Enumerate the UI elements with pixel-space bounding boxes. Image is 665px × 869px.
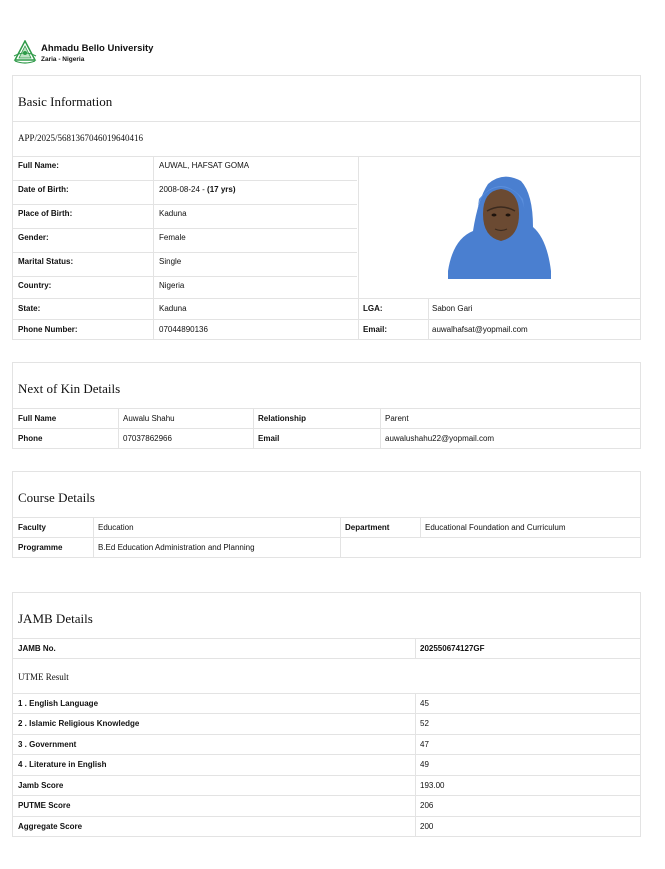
dob-value [159,185,236,195]
dob-age: (17 yrs) [207,185,236,194]
kin-email-value: auwalushahu22@yopmail.com [385,434,495,443]
university-name: Ahmadu Bello University [41,43,154,54]
subject-1-label: 1 . English Language [18,699,99,708]
programme-value: B.Ed Education Administration and Planning [98,543,255,552]
application-number: APP/2025/5681367046019640416 [18,133,144,143]
faculty-value: Education [98,523,134,532]
jamb-details-card [12,592,641,837]
putme-score-value: 206 [420,801,434,810]
basic-info-card [12,75,641,340]
kin-phone-value: 07037862966 [123,434,172,443]
next-of-kin-card [12,362,641,449]
email-value: auwalhafsat@yopmail.com [432,325,528,334]
subject-3-score: 47 [420,740,429,749]
gender-value: Female [159,233,186,242]
subject-1-score: 45 [420,699,429,708]
marital-value: Single [159,257,182,266]
university-location: Zaria - Nigeria [41,56,85,63]
department-value: Educational Foundation and Curriculum [425,523,566,532]
course-details-card [12,471,641,558]
department-label: Department [345,523,390,532]
pob-value: Kaduna [159,209,187,218]
jamb-score-label: Jamb Score [18,781,64,790]
aggregate-score-label: Aggregate Score [18,822,83,831]
kin-phone-label: Phone [18,434,43,443]
aggregate-score-value: 200 [420,822,434,831]
full-name-value: AUWAL, HAFSAT GOMA [159,161,250,170]
kin-relationship-value: Parent [385,414,409,423]
jamb-number-label: JAMB No. [18,644,56,653]
applicant-photo [443,159,556,279]
jamb-score-value: 193.00 [420,781,445,790]
kin-email-label: Email [258,434,280,443]
kin-name-label: Full Name [18,414,57,423]
applicant-portrait-icon [443,159,556,279]
lga-value: Sabon Gari [432,304,473,313]
subject-2-label: 2 . Islamic Religious Knowledge [18,719,140,728]
jamb-details-title: JAMB Details [18,611,93,626]
putme-score-label: PUTME Score [18,801,71,810]
email-label: Email: [363,325,388,334]
faculty-label: Faculty [18,523,47,532]
kin-relationship-label: Relationship [258,414,307,423]
programme-label: Programme [18,543,63,552]
state-value: Kaduna [159,304,187,313]
dob-label: Date of Birth: [18,185,69,194]
subject-3-label: 3 . Government [18,740,77,749]
subject-4-score: 49 [420,760,429,769]
utme-result-title: UTME Result [18,672,69,682]
state-label: State: [18,304,41,313]
kin-name-value: Auwalu Shahu [123,414,175,423]
phone-value: 07044890136 [159,325,208,334]
basic-info-title: Basic Information [18,94,113,109]
subject-4-label: 4 . Literature in English [18,760,107,769]
pob-label: Place of Birth: [18,209,73,218]
country-value: Nigeria [159,281,185,290]
country-label: Country: [18,281,52,290]
jamb-number-value: 202550674127GF [420,644,485,653]
course-details-title: Course Details [18,490,95,505]
full-name-label: Full Name: [18,161,59,170]
abu-crest-icon [13,40,37,64]
phone-label: Phone Number: [18,325,78,334]
subject-2-score: 52 [420,719,429,728]
dob-date: 2008-08-24 - [159,185,208,194]
next-of-kin-title: Next of Kin Details [18,381,121,396]
lga-label: LGA: [363,304,383,313]
gender-label: Gender: [18,233,49,242]
marital-label: Marital Status: [18,257,74,266]
